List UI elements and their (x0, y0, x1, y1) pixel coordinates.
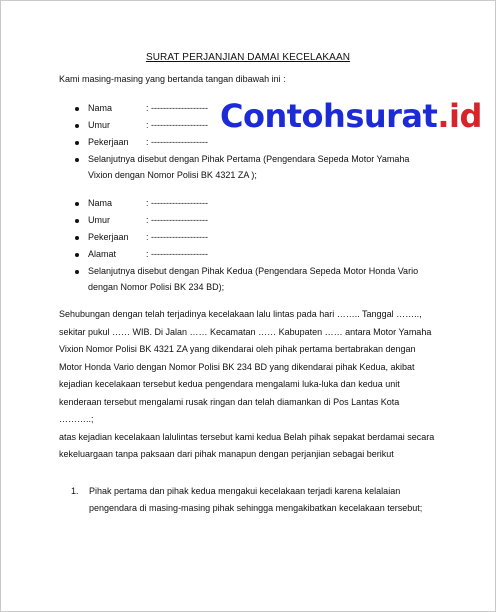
party1-job-row: Pekerjaan : ------------------- (74, 134, 434, 151)
party1-note: Selanjutnya disebut dengan Pihak Pertama (Pengendara Sepeda Motor Yamaha Vixion dengan Nomor Polisi BK 4321 ZA ); (74, 151, 434, 183)
numbered-item-number: 1. (71, 486, 79, 496)
party2-job-row: Pekerjaan : ------------------- (74, 229, 434, 246)
body-paragraph (59, 306, 435, 464)
numbered-list (71, 483, 431, 517)
party1-name-row: Nama : ------------------- (74, 100, 434, 117)
document-title: SURAT PERJANJIAN DAMAI KECELAKAAN (145, 52, 351, 63)
intro-text: Kami masing-masing yang bertanda tangan dibawah ini : (59, 74, 286, 84)
body-paragraph-1: Sehubungan dengan telah terjadinya kecelakaan lalu lintas pada hari …….. Tanggal …….., sekitar pukul …… WIB. Di Jalan …… Kecamatan …… Kabupaten …… antara Motor Yamaha Vixion Nomor Polisi BK 4321 ZA yang dikendarai oleh pihak pertama bertabrakan dengan Motor Honda Vario dengan Nomor Polisi BK 234 BD yang dikendarai pihak Kedua, akibat kejadian kecelakaan tersebut kedua pengendara mengalami luka-luka dan kedua unit kenderaan tersebut mengalami rusak ringan dan telah diamankan di Pos Lantas Kota ………..; (59, 309, 432, 424)
party2-note: Selanjutnya disebut dengan Pihak Kedua (Pengendara Sepeda Motor Honda Vario dengan Nomor Polisi BK 234 BD); (74, 263, 434, 295)
party1-age-row: Umur : ------------------- (74, 117, 434, 134)
body-paragraph-2: atas kejadian kecelakaan lalulintas tersebut kami kedua Belah pihak sepakat berdamai secara kekeluargaan tanpa paksaan dari pihak manapun dengan perjanjian sebagai berikut (59, 431, 435, 459)
party2-list (74, 195, 434, 295)
party2-address-row: Alamat : ------------------- (74, 246, 434, 263)
party2-age-row: Umur : ------------------- (74, 212, 434, 229)
party2-name-row: Nama : ------------------- (74, 195, 434, 212)
contohsurat-watermark-logo: Contohsurat.id (220, 97, 482, 135)
numbered-item-text: Pihak pertama dan pihak kedua mengakui kecelakaan terjadi karena kelalaian pengendara di masing-masing pihak sehingga mengakibatkan kecelakaan tersebut; (89, 486, 423, 513)
